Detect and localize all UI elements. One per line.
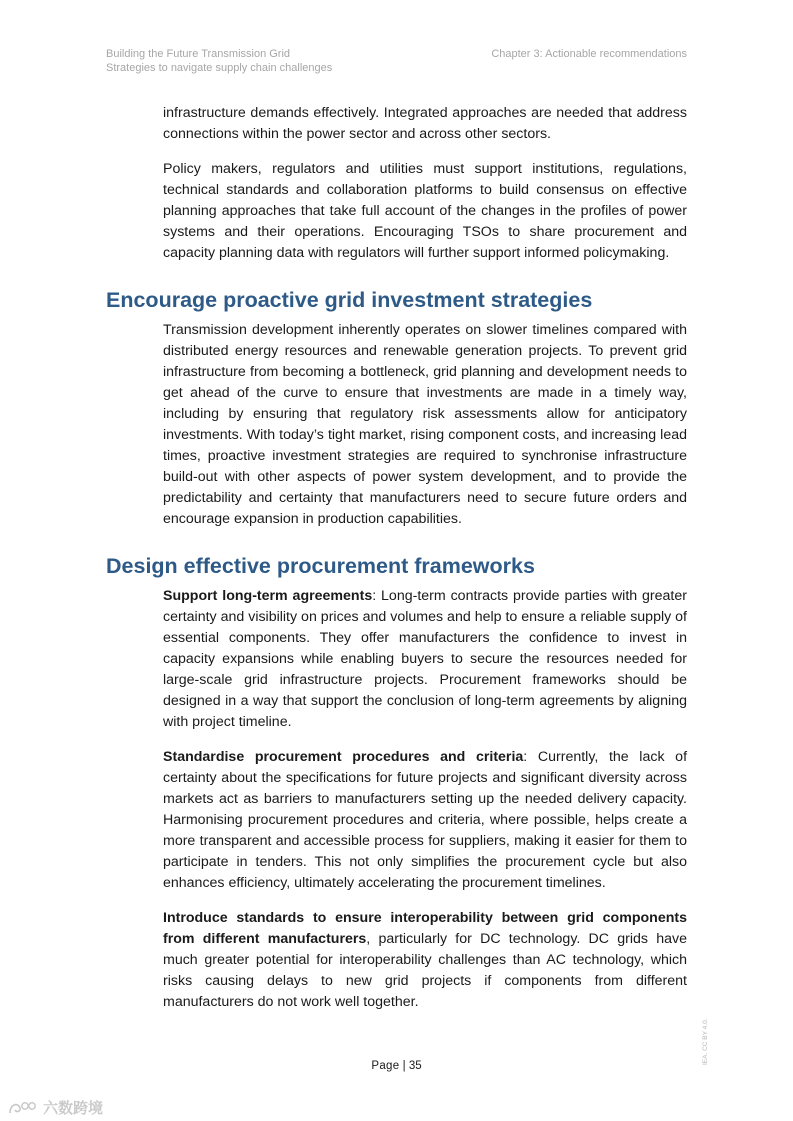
lead-in-long-term-agreements: Support long-term agreements xyxy=(163,588,373,604)
lead-in-interoperability: Introduce standards to ensure interoperability between grid components from different manufacturers xyxy=(163,910,687,947)
page-body xyxy=(106,103,688,1027)
paragraph-interoperability xyxy=(163,908,687,1013)
lead-in-standardise-procurement: Standardise procurement procedures and criteria xyxy=(163,749,524,765)
license-notice: IEA. CC BY 4.0. xyxy=(702,1018,709,1065)
text-standardise-procurement: : Currently, the lack of certainty about the specifications for future projects and significant diversity across markets act as barriers to manufacturers setting up the needed delivery capacity. Harmonising procurement procedures and criteria, where possible, helps create a more transparent and accessible process for suppliers, making it easier for them to participate in tenders. This not only simplifies the procurement cycle but also enhances efficiency, ultimately accelerating the procurement timelines. xyxy=(163,749,688,891)
running-header-left xyxy=(106,47,332,75)
section-heading-procurement-frameworks: Design effective procurement frameworks xyxy=(106,554,535,578)
page-number: 35 xyxy=(408,1060,422,1072)
text-interoperability: , particularly for DC technology. DC grids have much greater potential for interoperability challenges than AC technology, which risks causing delays to new grid projects if components from different manufacturers do not work well together. xyxy=(163,931,687,1010)
paragraph-long-term-agreements xyxy=(163,586,687,733)
report-subtitle: Strategies to navigate supply chain challenges xyxy=(106,62,333,74)
section-heading-investment-strategies: Encourage proactive grid investment strategies xyxy=(106,288,593,312)
paragraph-integrated-approaches: infrastructure demands effectively. Integrated approaches are needed that address connections within the power sector and across other sectors. xyxy=(163,105,687,142)
paragraph-policy-makers: Policy makers, regulators and utilities must support institutions, regulations, technical standards and collaboration platforms to build consensus on effective planning approaches that take full account of the changes in the profiles of power systems and their operations. Encouraging TSOs to share procurement and capacity planning data with regulators will further support informed policymaking. xyxy=(163,161,687,261)
text-long-term-agreements: : Long-term contracts provide parties with greater certainty and visibility on prices and volumes and help to ensure a reliable supply of essential components. They offer manufacturers the confidence to invest in capacity expansions while enabling buyers to secure the resources needed for large-scale grid infrastructure projects. Procurement frameworks should be designed in a way that support the conclusion of long-term agreements by aligning with project timeline. xyxy=(163,588,687,730)
watermark-logo-icon xyxy=(8,1100,38,1116)
page-footer xyxy=(0,1060,793,1072)
watermark xyxy=(8,1097,103,1118)
report-title: Building the Future Transmission Grid xyxy=(106,48,291,60)
paragraph-transmission-development: Transmission development inherently operates on slower timelines compared with distributed energy resources and renewable generation projects. To prevent grid infrastructure from becoming a bottleneck, grid planning and development needs to get ahead of the curve to ensure that investments are made in a timely way, including by ensuring that regulatory risk assessments allow for anticipatory investments. With today’s tight market, rising component costs, and increasing lead times, proactive investment strategies are required to synchronise infrastructure build-out with other aspects of power system development, and to provide the predictability and certainty that manufacturers need to secure future orders and encourage expansion in production capabilities. xyxy=(163,322,687,527)
page-separator: | xyxy=(402,1060,406,1072)
chapter-label: Chapter 3: Actionable recommendations xyxy=(491,48,687,60)
page-label: Page xyxy=(371,1060,400,1072)
paragraph-standardise-procurement xyxy=(163,747,687,894)
watermark-text: 六数跨境 xyxy=(43,1100,104,1117)
